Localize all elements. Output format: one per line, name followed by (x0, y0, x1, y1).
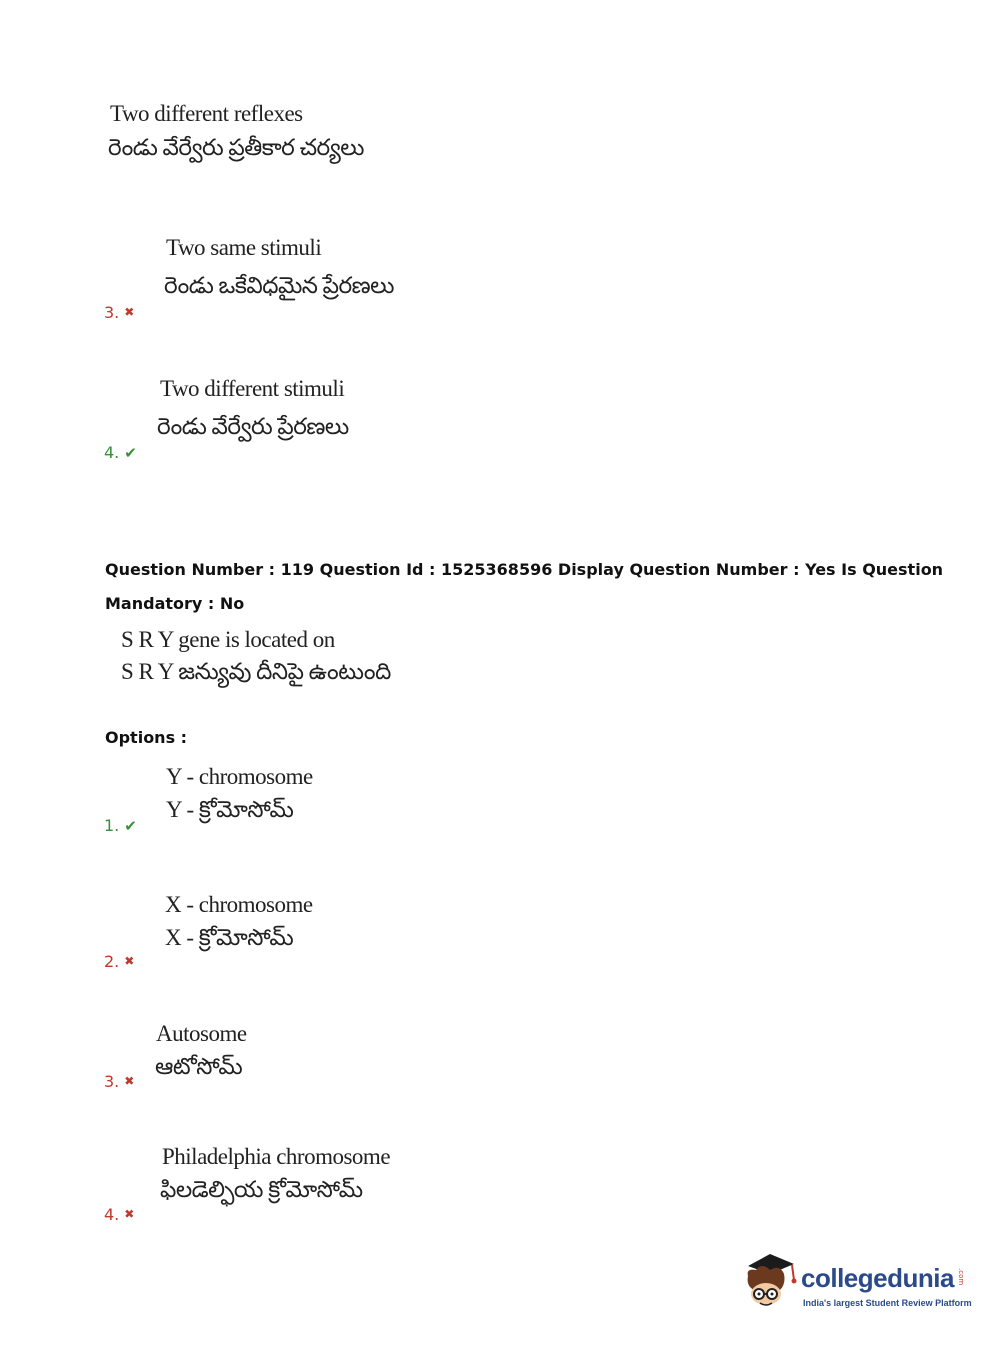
options-label: Options : (105, 728, 188, 747)
question-text-telugu: S R Y జన్యువు దీనిపై ఉంటుంది (121, 659, 391, 684)
logo-tagline: India's largest Student Review Platform (803, 1298, 972, 1308)
prev-option-4-telugu: రెండు వేర్వేరు ప్రేరణలు (157, 414, 349, 439)
option-3-marker (104, 1072, 134, 1091)
cross-icon: ✖ (124, 954, 135, 968)
cross-icon: ✖ (124, 305, 135, 319)
cross-icon: ✖ (124, 1074, 135, 1088)
option-number: 1. (104, 816, 120, 835)
option-4-english: Philadelphia chromosome (162, 1144, 391, 1169)
check-icon: ✔ (124, 444, 137, 462)
question-meta-line-1: Question Number : 119 Question Id : 1525368596 Display Question Number : Yes Is Question (105, 560, 944, 579)
student-mascot-icon (740, 1250, 798, 1312)
prev-option-3-telugu: రెండు ఒకేవిధమైన ప్రేరణలు (164, 273, 394, 298)
logo-suffix: .com (957, 1268, 965, 1286)
option-2-telugu: X - క్రోమోసోమ్ (165, 925, 294, 950)
option-1-telugu: Y - క్రోమోసోమ్ (166, 797, 294, 822)
option-number: 3. (104, 303, 120, 322)
option-number: 4. (104, 443, 120, 462)
prev-option-4-english: Two different stimuli (160, 376, 345, 401)
option-1-english: Y - chromosome (166, 764, 313, 789)
option-3-telugu: ఆటోసోమ్ (155, 1054, 243, 1079)
collegedunia-logo (740, 1250, 975, 1312)
option-4-marker (104, 1205, 134, 1224)
prev-option-4-marker (104, 443, 137, 462)
option-number: 4. (104, 1205, 120, 1224)
option-2-marker (104, 952, 134, 971)
logo-wordmark: collegedunia (801, 1263, 954, 1293)
option-1-marker (104, 816, 137, 835)
option-number: 2. (104, 952, 120, 971)
prev-option-2-english: Two different reflexes (110, 101, 303, 126)
option-number: 3. (104, 1072, 120, 1091)
check-icon: ✔ (124, 817, 137, 835)
prev-option-3-marker (104, 303, 134, 322)
question-meta-line-2: Mandatory : No (105, 594, 245, 613)
option-3-english: Autosome (156, 1021, 247, 1046)
question-text-english: S R Y gene is located on (121, 627, 335, 652)
option-4-telugu: ఫిలడెల్ఫియ క్రోమోసోమ్ (160, 1177, 363, 1202)
prev-option-2-telugu: రెండు వేర్వేరు ప్రతీకార చర్యలు (108, 135, 364, 160)
option-2-english: X - chromosome (165, 892, 313, 917)
prev-option-3-english: Two same stimuli (166, 235, 322, 260)
cross-icon: ✖ (124, 1207, 135, 1221)
